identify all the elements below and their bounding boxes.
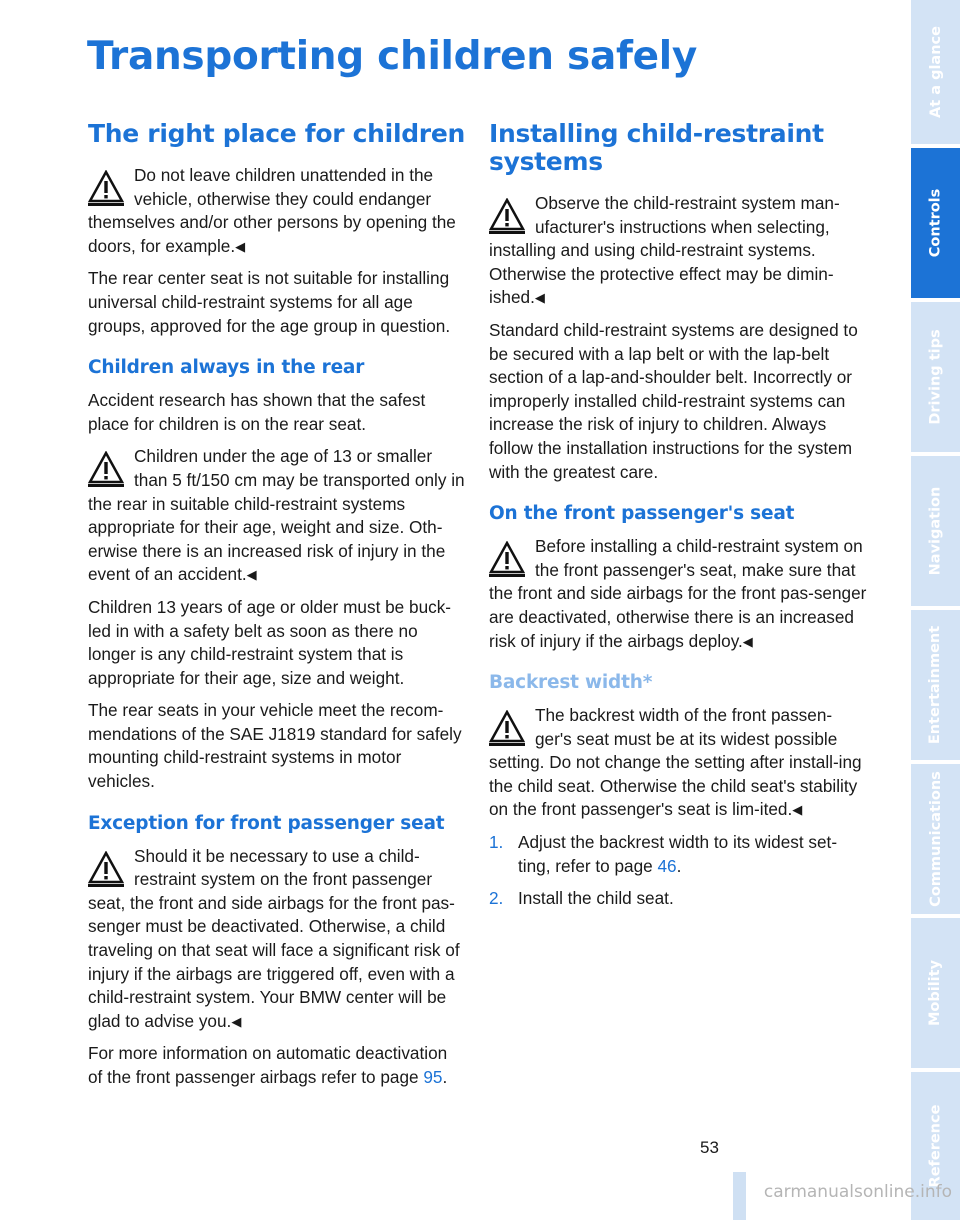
paragraph-end: . (442, 1067, 448, 1087)
section-heading-installing: Installing child-restraint systems (489, 119, 824, 176)
warning-triangle-icon (88, 851, 124, 887)
paragraph: Standard child-restraint systems are designed to be secured with a lap belt or with the lap-belt section of a lap-and-shoulder belt. Incorrectly or improperly installed child-restraint systems can increase the risk of injury to children. Always follow the installation instructions for the system with the greatest care. (489, 319, 858, 482)
section-heading-right-place: The right place for children (88, 119, 465, 148)
paragraph: Children 13 years of age or older must be buck-led in with a safety belt as soon as there no longer is any child-restraint system that is appropriate for their age, size and weight. (88, 596, 452, 688)
tab-label: Communications (927, 771, 944, 907)
step-item (489, 831, 867, 878)
tab-entertainment[interactable] (911, 610, 960, 760)
end-mark-icon: ◀ (792, 802, 803, 818)
page-link-46[interactable]: 46 (657, 855, 677, 876)
end-mark-icon: ◀ (235, 238, 246, 254)
warning-triangle-icon (88, 451, 124, 487)
warning-text: Before installing a child-restraint system on the front passenger's seat, make sure that the front and side airbags for the front pas-senger are deactivated, otherwise there is an increased risk of injury if the airbags deploy. (489, 536, 867, 651)
paragraph: The rear center seat is not suitable for installing universal child-restraint systems for all age groups, approved for the age group in question. (88, 268, 451, 336)
paragraph: Accident research has shown that the safest place for children is on the rear seat. (88, 390, 426, 434)
tab-mobility[interactable] (911, 918, 960, 1068)
page-title: Transporting children safely (87, 34, 697, 79)
warning-triangle-icon (489, 198, 525, 234)
chapter-sidebar (911, 0, 960, 1220)
paragraph (88, 1042, 466, 1089)
step-number: 2. (489, 888, 504, 909)
tab-label: Navigation (927, 486, 944, 576)
paragraph: The rear seats in your vehicle meet the recom-mendations of the SAE J1819 standard for safely mounting child-restraint systems in motor vehicles. (88, 700, 462, 792)
warning-block (489, 704, 867, 822)
right-column (489, 120, 867, 920)
warning-block (88, 164, 466, 258)
subheading-backrest-width: Backrest width* (489, 672, 653, 694)
warning-text: Should it be necessary to use a child-restraint system on the front passenger seat, the front and side airbags for the front pas-senger must be deactivated. Otherwise, a child traveling on that seat will face a significant risk of injury if the airbags are triggered off, even with a child-restraint system. Your BMW center will be glad to advise you. (88, 845, 460, 1031)
page-link-95[interactable]: 95 (423, 1067, 443, 1087)
warning-block (88, 845, 466, 1034)
warning-text: Children under the age of 13 or smaller than 5 ft/150 cm may be transported only in the rear in suitable child-restraint systems appropriate for their age, weight and size. Oth-erwise there is an increased risk of injury in the event of an accident. (88, 446, 465, 585)
step-number: 1. (489, 832, 504, 853)
subheading-exception-front: Exception for front passenger seat (88, 812, 445, 834)
warning-triangle-icon (489, 541, 525, 577)
tab-controls[interactable] (911, 148, 960, 298)
subheading-children-rear: Children always in the rear (88, 357, 365, 379)
tab-label: At a glance (927, 26, 944, 118)
watermark: carmanualsonline.info (763, 1182, 952, 1202)
steps-list (489, 831, 867, 911)
step-text: Adjust the backrest width to its widest set-ting, refer to page (518, 832, 838, 876)
warning-text: Observe the child-restraint system man-ufacturer's instructions when selecting, installing and using child-restraint systems. Otherwise the protective effect may be dimin-ished. (489, 193, 840, 308)
page-marker-bar (733, 1172, 746, 1220)
paragraph-text: For more information on automatic deactivation of the front passenger airbags refer to page (88, 1043, 448, 1087)
warning-block (88, 445, 466, 587)
end-mark-icon: ◀ (231, 1013, 242, 1029)
end-mark-icon: ◀ (246, 567, 257, 583)
warning-triangle-icon (489, 710, 525, 746)
tab-label: Controls (927, 188, 944, 258)
warning-text: The backrest width of the front passen-ger's seat must be at its widest possible setting. Do not change the setting after install-ing the child seat. Otherwise the child seat's stability on the front passenger's seat is lim-ited. (489, 705, 862, 820)
subheading-front-passenger: On the front passenger's seat (489, 503, 795, 525)
step-text: Install the child seat. (518, 888, 674, 909)
tab-label: Mobility (927, 959, 944, 1027)
tab-at-a-glance[interactable] (911, 0, 960, 144)
tab-navigation[interactable] (911, 456, 960, 606)
warning-block (489, 535, 867, 653)
warning-text: Do not leave children unattended in the vehicle, otherwise they could endanger themselves and/or other persons by opening the doors, for example. (88, 165, 456, 256)
step-item (489, 887, 867, 911)
tab-label: Entertainment (927, 625, 944, 745)
end-mark-icon: ◀ (534, 290, 545, 306)
tab-label: Driving tips (927, 329, 944, 425)
end-mark-icon: ◀ (742, 633, 753, 649)
tab-communications[interactable] (911, 764, 960, 914)
warning-block (489, 192, 867, 310)
tab-label: Reference (927, 1104, 944, 1188)
left-column (88, 120, 466, 1099)
warning-triangle-icon (88, 170, 124, 206)
tab-driving-tips[interactable] (911, 302, 960, 452)
page-number: 53 (700, 1138, 719, 1157)
step-end: . (676, 855, 682, 876)
